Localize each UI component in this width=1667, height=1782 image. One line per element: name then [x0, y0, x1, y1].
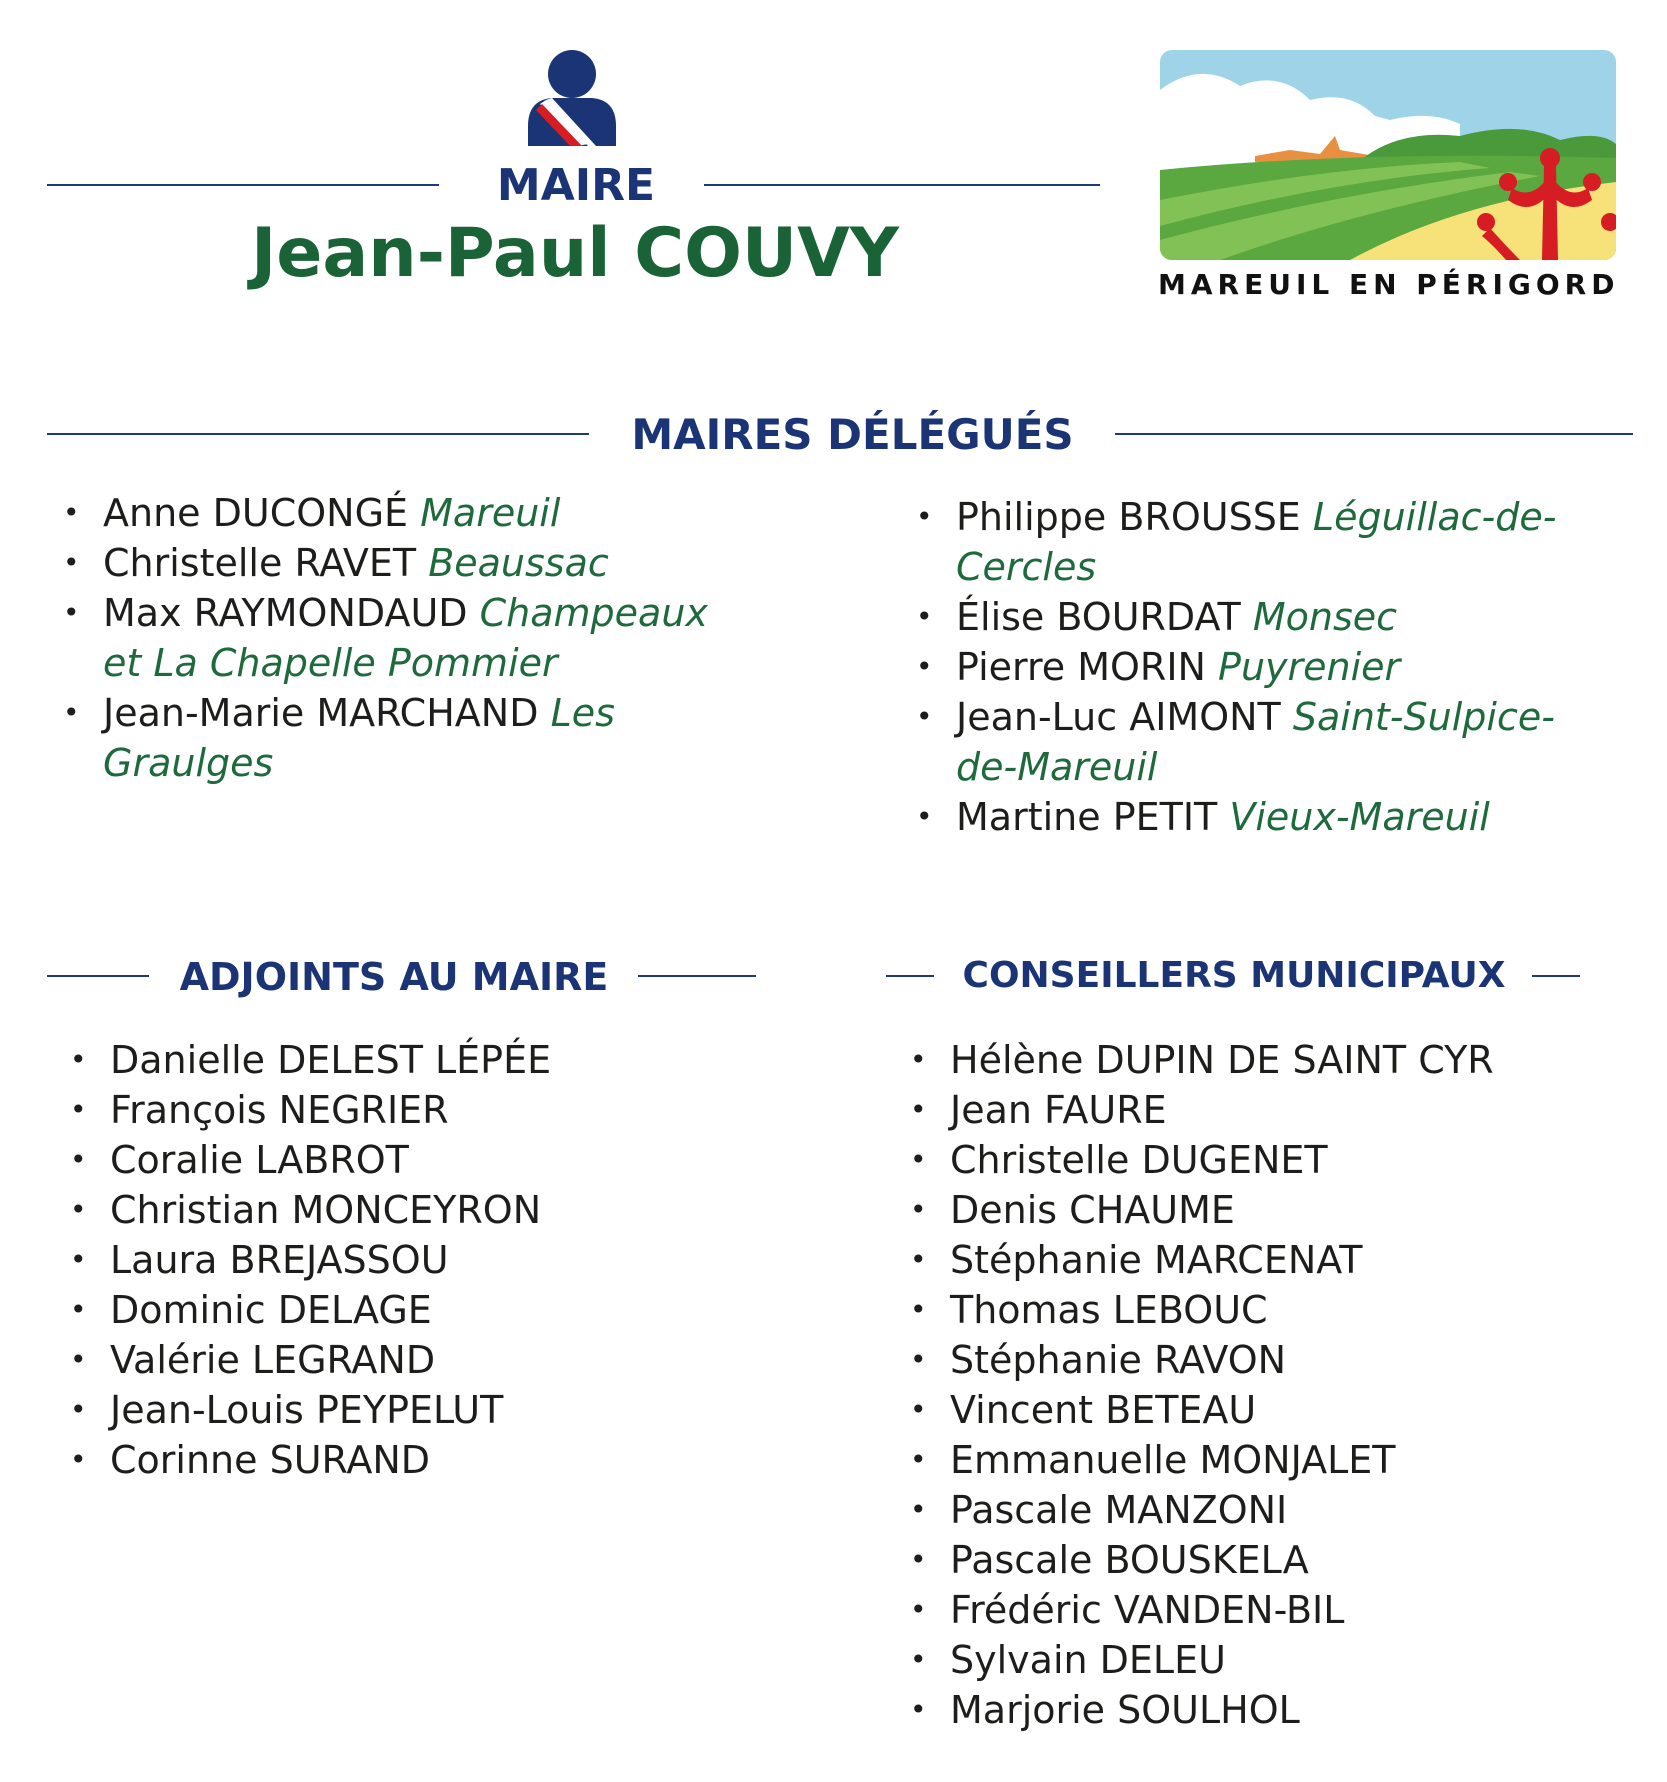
mayor-rule-right [704, 184, 1100, 186]
bullet-icon: • [910, 1493, 927, 1526]
adjoints-heading: ADJOINTS AU MAIRE [179, 955, 609, 999]
bullet-icon: • [910, 1693, 927, 1726]
list-item: • Pascale MANZONI [910, 1485, 1650, 1535]
list-item: • Dominic DELAGE [70, 1285, 750, 1335]
maires-delegues-rule-right [1115, 433, 1633, 435]
list-item: • Élise BOURDAT Monsec [916, 592, 1616, 642]
bullet-icon: • [916, 650, 933, 683]
town-logo-landscape [1160, 50, 1616, 260]
list-item: • Hélène DUPIN DE SAINT CYR [910, 1035, 1650, 1085]
bullet-icon: • [63, 696, 80, 729]
bullet-icon: • [63, 546, 80, 579]
list-item: • Stéphanie RAVON [910, 1335, 1650, 1385]
bullet-icon: • [63, 596, 80, 629]
bullet-icon: • [70, 1243, 87, 1276]
list-item: • Max RAYMONDAUD Champeaux et La Chapelle Pommier [63, 588, 743, 688]
list-item: • Christian MONCEYRON [70, 1185, 750, 1235]
list-item: • Stéphanie MARCENAT [910, 1235, 1650, 1285]
list-item: • Denis CHAUME [910, 1185, 1650, 1235]
bullet-icon: • [70, 1193, 87, 1226]
bullet-icon: • [70, 1293, 87, 1326]
bullet-icon: • [910, 1193, 927, 1226]
adjoints-list [70, 1035, 750, 1485]
bullet-icon: • [916, 800, 933, 833]
list-item: • Vincent BETEAU [910, 1385, 1650, 1435]
maires-delegues-right-list [916, 492, 1616, 842]
town-logo-title: MAREUIL EN PÉRIGORD [1158, 268, 1620, 301]
list-item: • Coralie LABROT [70, 1135, 750, 1185]
mayor-icon [526, 48, 618, 148]
list-item: • Pascale BOUSKELA [910, 1535, 1650, 1585]
bullet-icon: • [910, 1443, 927, 1476]
list-item: • Thomas LEBOUC [910, 1285, 1650, 1335]
adjoints-rule-right [638, 975, 756, 977]
bullet-icon: • [70, 1043, 87, 1076]
list-item: • Martine PETIT Vieux-Mareuil [916, 792, 1616, 842]
bullet-icon: • [910, 1543, 927, 1576]
bullet-icon: • [910, 1593, 927, 1626]
bullet-icon: • [910, 1293, 927, 1326]
bullet-icon: • [910, 1043, 927, 1076]
bullet-icon: • [70, 1443, 87, 1476]
mayor-name: Jean-Paul COUVY [250, 214, 900, 293]
list-item: • François NEGRIER [70, 1085, 750, 1135]
bullet-icon: • [910, 1343, 927, 1376]
bullet-icon: • [63, 496, 80, 529]
list-item: • Emmanuelle MONJALET [910, 1435, 1650, 1485]
maires-delegues-left-list [63, 488, 743, 788]
bullet-icon: • [916, 600, 933, 633]
bullet-icon: • [70, 1143, 87, 1176]
list-item: • Philippe BROUSSE Léguillac-de-Cercles [916, 492, 1616, 592]
mayor-label: MAIRE [496, 160, 656, 211]
bullet-icon: • [916, 700, 933, 733]
list-item: • Christelle DUGENET [910, 1135, 1650, 1185]
conseillers-heading: CONSEILLERS MUNICIPAUX [962, 955, 1506, 996]
list-item: • Jean-Luc AIMONT Saint-Sulpice-de-Mareuil [916, 692, 1616, 792]
maires-delegues-heading: MAIRES DÉLÉGUÉS [631, 410, 1074, 459]
mayor-rule-left [47, 184, 439, 186]
conseillers-list [910, 1035, 1650, 1735]
list-item: • Frédéric VANDEN-BIL [910, 1585, 1650, 1635]
bullet-icon: • [910, 1093, 927, 1126]
bullet-icon: • [916, 500, 933, 533]
list-item: • Christelle RAVET Beaussac [63, 538, 743, 588]
bullet-icon: • [910, 1643, 927, 1676]
list-item: • Danielle DELEST LÉPÉE [70, 1035, 750, 1085]
list-item: • Laura BREJASSOU [70, 1235, 750, 1285]
list-item: • Marjorie SOULHOL [910, 1685, 1650, 1735]
adjoints-rule-left [47, 975, 149, 977]
bullet-icon: • [70, 1343, 87, 1376]
bullet-icon: • [910, 1393, 927, 1426]
list-item: • Valérie LEGRAND [70, 1335, 750, 1385]
list-item: • Anne DUCONGÉ Mareuil [63, 488, 743, 538]
list-item: • Pierre MORIN Puyrenier [916, 642, 1616, 692]
list-item: • Sylvain DELEU [910, 1635, 1650, 1685]
maires-delegues-rule-left [47, 433, 589, 435]
conseillers-rule-left [886, 975, 934, 977]
bullet-icon: • [910, 1143, 927, 1176]
bullet-icon: • [910, 1243, 927, 1276]
list-item: • Corinne SURAND [70, 1435, 750, 1485]
bullet-icon: • [70, 1393, 87, 1426]
list-item: • Jean-Louis PEYPELUT [70, 1385, 750, 1435]
list-item: • Jean FAURE [910, 1085, 1650, 1135]
list-item: • Jean-Marie MARCHAND Les Graulges [63, 688, 743, 788]
conseillers-rule-right [1532, 975, 1580, 977]
bullet-icon: • [70, 1093, 87, 1126]
